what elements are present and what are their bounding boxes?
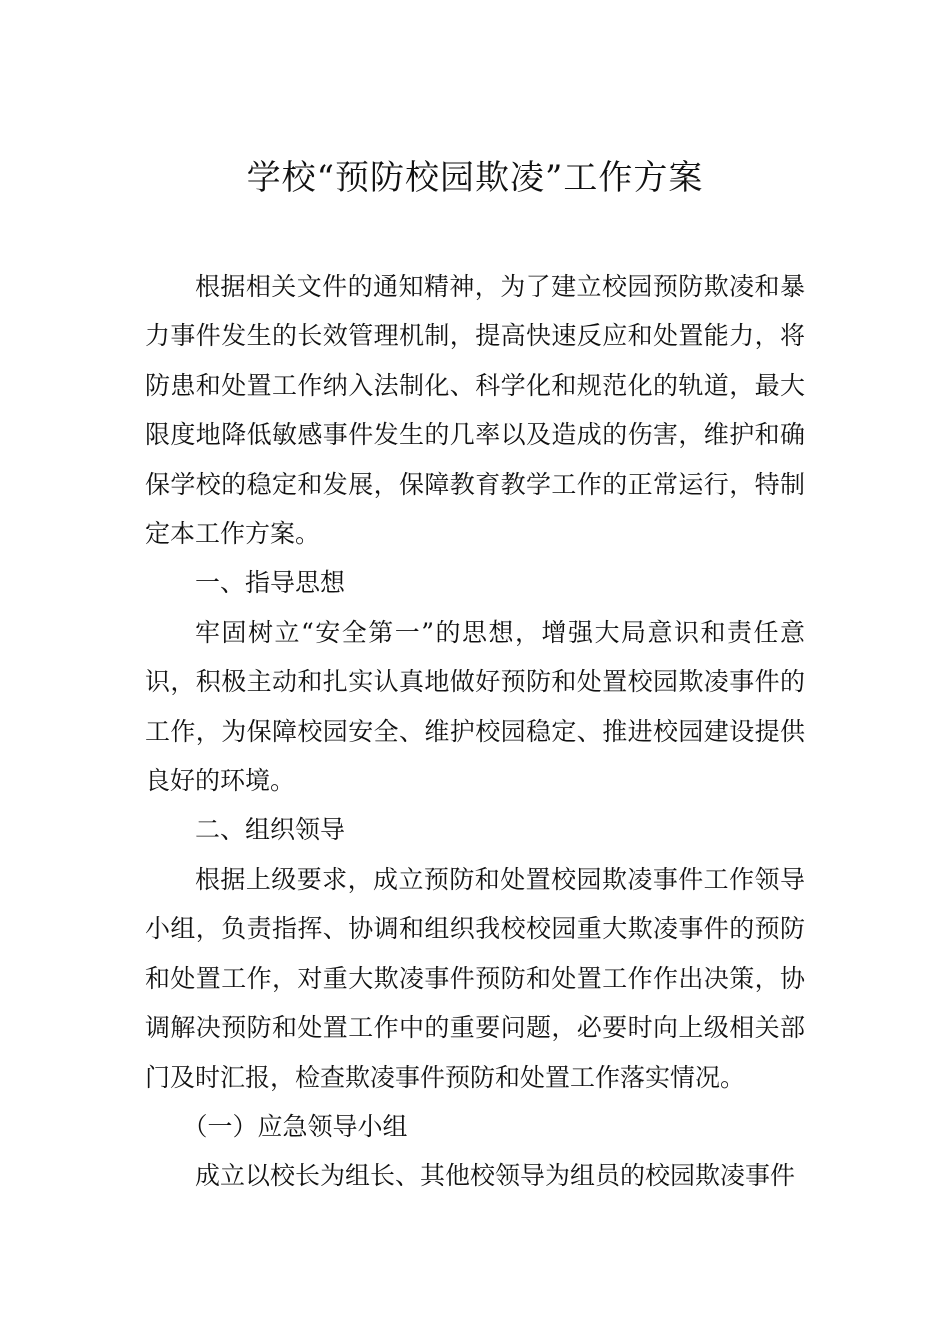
intro-paragraph: 根据相关文件的通知精神，为了建立校园预防欺凌和暴力事件发生的长效管理机制，提高快速反应和处置能力，将防患和处置工作纳入法制化、科学化和规范化的轨道，最大限度地降低敏感事件发生的几率以及造成的伤害，维护和确保学校的稳定和发展，保障教育教学工作的正常运行，特制定本工作方案。 [145,272,805,549]
emergency-group-paragraph: 成立以校长为组长、其他校领导为组员的校园欺凌事件 [195,1161,796,1191]
organization-paragraph: 根据上级要求，成立预防和处置校园欺凌事件工作领导小组，负责指挥、协调和组织我校校园重大欺凌事件的预防和处置工作，对重大欺凌事件预防和处置工作作出决策，协调解决预防和处置工作中的重要问题，必要时向上级相关部门及时汇报，检查欺凌事件预防和处置工作落实情况。 [145,864,805,1092]
document-body [145,262,805,1201]
section-heading-organization: 二、组织领导 [195,815,346,845]
section-heading-guiding-ideology: 一、指导思想 [195,568,346,598]
guiding-ideology-paragraph: 牢固树立“安全第一”的思想，增强大局意识和责任意识，积极主动和扎实认真地做好预防和处置校园欺凌事件的工作，为保障校园安全、维护校园稳定、推进校园建设提供良好的环境。 [145,617,805,796]
subsection-heading-emergency-group: （一）应急领导小组 [182,1111,408,1141]
document-title: 学校“预防校园欺凌”工作方案 [246,158,704,198]
